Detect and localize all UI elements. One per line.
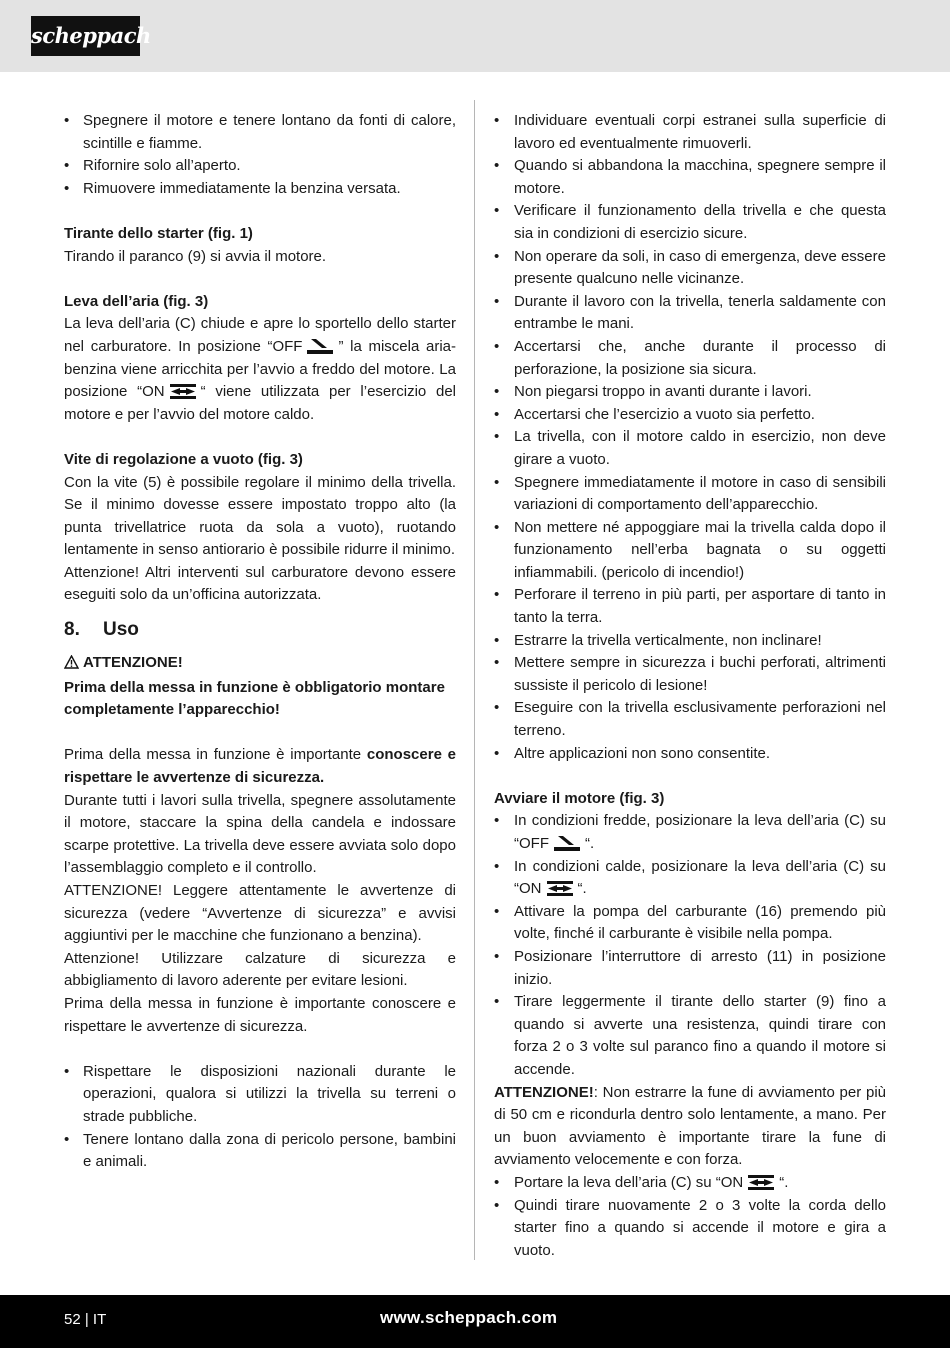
list-item: • Tirare leggermente il tirante dello starter (9) fino a quando si avverte una resistenza, quindi tirare con forza 2 o 3 volte sul paranco fino a quando il motore si accende. — [494, 991, 886, 1081]
right-column — [494, 110, 886, 1262]
scheppach-logo: scheppach — [31, 16, 140, 56]
list-item: • Posizionare l’interruttore di arresto (11) in posizione inizio. — [494, 946, 886, 991]
list-item: • Rimuovere immediatamente la benzina versata. — [64, 178, 456, 201]
choke-off-icon — [552, 837, 582, 851]
start-engine-heading: Avviare il motore (fig. 3) — [494, 789, 665, 807]
section-heading: 8. Uso — [64, 619, 139, 641]
list-item: • Quindi tirare nuovamente 2 o 3 volte la corda dello starter fino a quando si accende il motore e gira a vuoto. — [494, 1195, 886, 1263]
column-divider — [474, 100, 475, 1260]
idle-text: Con la vite (5) è possibile regolare il minimo della trivella. Se il minimo dovesse essere impostato troppo alto (la punta trivellatrice ruota da sola a vuoto), ruotando lentamente in senso antiorario è possibile ridurre il minimo. — [64, 473, 456, 559]
list-item: • Perforare il terreno in più parti, per asportare di tanto in tanto la terra. — [494, 584, 886, 629]
list-item: • Durante il lavoro con la trivella, tenerla saldamente con entrambe le mani. — [494, 291, 886, 336]
page-footer — [0, 1295, 950, 1348]
list-item: • Verificare il funzionamento della trivella e che questa sia in condizioni di esercizio sicure. — [494, 200, 886, 245]
list-item: • In condizioni fredde, posizionare la leva dell’aria (C) su “OFF “. — [494, 810, 886, 855]
list-item: • Individuare eventuali corpi estranei sulla superficie di lavoro ed eventualmente rimuoverli. — [494, 110, 886, 155]
idle-warning: Attenzione! Altri interventi sul carburatore devono essere eseguiti solo da un’officina autorizzata. — [64, 563, 456, 604]
operation-safety-list — [494, 110, 886, 765]
attention-text: Prima della messa in funzione è obbligatorio montare completamente l’apparecchio! — [64, 678, 445, 719]
choke-heading: Leva dell’aria (fig. 3) — [64, 292, 209, 310]
warning-triangle-icon — [64, 654, 79, 677]
final-start-list — [494, 1172, 886, 1262]
page-number: 52 | IT — [64, 1311, 107, 1328]
usage-rules-list — [64, 1061, 456, 1174]
body-text-3: Attenzione! Utilizzare calzature di sicurezza e abbigliamento di lavoro aderente per evitare lesioni. — [64, 949, 456, 990]
list-item: • La trivella, con il motore caldo in esercizio, non deve girare a vuoto. — [494, 426, 886, 471]
list-item: • Accertarsi che, anche durante il processo di perforazione, la posizione sia sicura. — [494, 336, 886, 381]
list-item: • Rifornire solo all’aperto. — [64, 155, 456, 178]
choke-off-icon — [305, 340, 335, 354]
list-item: • Altre applicazioni non sono consentite. — [494, 743, 886, 766]
list-item: • Spegnere immediatamente il motore in caso di sensibili variazioni di comportamento dell’apparecchio. — [494, 472, 886, 517]
list-item: • Quando si abbandona la macchina, spegnere sempre il motore. — [494, 155, 886, 200]
choke-on-icon — [545, 882, 575, 896]
list-item: • In condizioni calde, posizionare la leva dell’aria (C) su “ON “. — [494, 856, 886, 901]
body-text-4: Prima della messa in funzione è importante conoscere e rispettare le avvertenze di sicurezza. — [64, 994, 456, 1035]
start-attention-text: ATTENZIONE!: Non estrarre la fune di avviamento per più di 50 cm e ricondurla dentro solo lentamente, a mano. Per un buon avviamento è importante tirare la fune di avviamento velocemente e con forza. — [494, 1083, 886, 1169]
website-link[interactable]: www.scheppach.com — [380, 1308, 558, 1327]
start-engine-list — [494, 810, 886, 1081]
starter-heading: Tirante dello starter (fig. 1) — [64, 224, 253, 242]
choke-text: La leva dell’aria (C) chiude e apre lo sportello dello starter nel carburatore. In posizione “OFF ” la miscela aria-benzina viene arricchita per l’avvio a freddo del motore. La posizione “ON “ viene utilizzata per l’esercizio del motore e per l’avvio del motore caldo. — [64, 315, 456, 423]
list-item: • Non operare da soli, in caso di emergenza, deve essere presente qualcuno nelle vicinanze. — [494, 246, 886, 291]
list-item: • Tenere lontano dalla zona di pericolo persone, bambini e animali. — [64, 1129, 456, 1174]
list-item: • Portare la leva dell’aria (C) su “ON “. — [494, 1172, 886, 1195]
list-item: • Spegnere il motore e tenere lontano da fonti di calore, scintille e fiamme. — [64, 110, 456, 155]
list-item: • Attivare la pompa del carburante (16) premendo più volte, finché il carburante è visibile nella pompa. — [494, 901, 886, 946]
starter-text: Tirando il paranco (9) si avvia il motore. — [64, 247, 327, 265]
list-item: • Accertarsi che l’esercizio a vuoto sia perfetto. — [494, 404, 886, 427]
list-item: • Rispettare le disposizioni nazionali durante le operazioni, qualora si utilizzi la trivella su terreni o strade pubbliche. — [64, 1061, 456, 1129]
attention-heading: ATTENZIONE! — [64, 652, 456, 677]
intro-text: Prima della messa in funzione è importante conoscere e rispettare le avvertenze di sicurezza. — [64, 746, 456, 787]
choke-on-icon — [168, 385, 198, 399]
body-text-2: ATTENZIONE! Leggere attentamente le avvertenze di sicurezza (vedere “Avvertenze di sicurezza” e avvisi aggiuntivi per le macchine che funzionano a benzina). — [64, 882, 456, 945]
left-column — [64, 110, 456, 1174]
page-header — [0, 0, 950, 72]
idle-heading: Vite di regolazione a vuoto (fig. 3) — [64, 450, 303, 468]
list-item: • Non piegarsi troppo in avanti durante i lavori. — [494, 381, 886, 404]
list-item: • Non mettere né appoggiare mai la trivella calda dopo il funzionamento nell’erba bagnata o su oggetti infiammabili. (pericolo di incendio!) — [494, 517, 886, 585]
body-text-1: Durante tutti i lavori sulla trivella, spegnere assolutamente il motore, staccare la spina della candela e indossare scarpe protettive. La trivella deve essere avviata solo dopo l’assemblaggio completo e il controllo. — [64, 791, 456, 877]
list-item: • Eseguire con la trivella esclusivamente perforazioni nel terreno. — [494, 697, 886, 742]
fuel-safety-list — [64, 110, 456, 200]
list-item: • Estrarre la trivella verticalmente, non inclinare! — [494, 630, 886, 653]
list-item: • Mettere sempre in sicurezza i buchi perforati, altrimenti sussiste il pericolo di lesione! — [494, 652, 886, 697]
choke-on-icon — [746, 1176, 776, 1190]
